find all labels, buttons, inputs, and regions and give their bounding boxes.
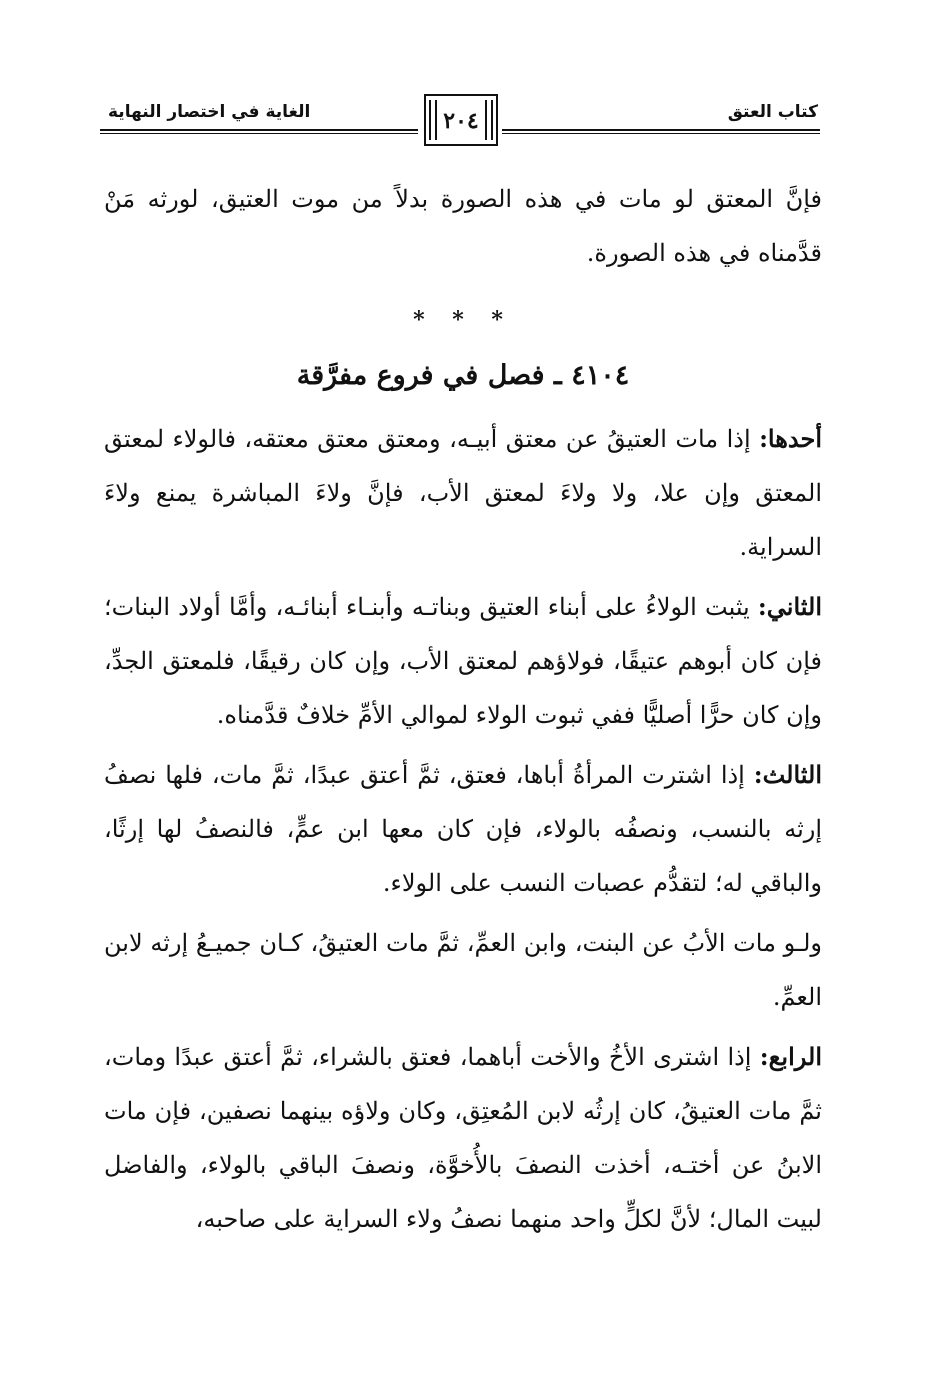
header-rule-right-thin xyxy=(502,133,820,134)
header-rule-right xyxy=(502,129,820,131)
page-header xyxy=(100,92,820,154)
header-rule-left-thin xyxy=(100,133,418,134)
paragraph-lead: أحدها: xyxy=(759,424,822,453)
running-chapter-title: كتاب العتق xyxy=(727,102,818,122)
page-number-frame xyxy=(424,94,498,146)
section-separator: * * * xyxy=(413,307,513,333)
paragraph-text: ولـو مات الأبُ عن البنت، وابن العمِّ، ثمَّ مات العتيقُ، كـان جميـعُ إرثه لابن العمِّ. xyxy=(104,929,822,1011)
page-body xyxy=(104,172,822,1252)
paragraph-fourth xyxy=(104,1030,822,1246)
continuation-paragraph: فإنَّ المعتق لو مات في هذه الصورة بدلاً من موت العتيق، لورثه مَنْ قدَّمناه في هذه الصورة. xyxy=(104,185,822,267)
paragraph-first xyxy=(104,412,822,574)
paragraph-lead: الثالث: xyxy=(753,760,822,789)
section-heading: ٤١٠٤ ـ فصل في فروع مفرَّقة xyxy=(296,360,630,391)
paragraph-lead: الرابع: xyxy=(759,1042,822,1071)
paragraph-third xyxy=(104,748,822,910)
running-book-title: الغاية في اختصار النهاية xyxy=(108,102,311,122)
paragraph-text: إذا اشترت المرأةُ أباها، فعتق، ثمَّ أعتق عبدًا، ثمَّ مات، فلها نصفُ إرثه بالنسب، ونصفُه بالولاء، فإن كان معها ابن عمٍّ، فالنصفُ لها إرثًا، والباقي له؛ لتقدُّم عصبات النسب على الولاء. xyxy=(104,761,823,897)
page-number: ٢٠٤ xyxy=(443,108,479,134)
paragraph-third-continued xyxy=(104,916,822,1024)
paragraph-text: يثبت الولاءُ على أبناء العتيق وبناتـه وأبنـاء أبنائـه، وأمَّا أولاد البنات؛ فإن كان أبوهم عتيقًا، فولاؤهم لمعتق الأب، وإن كان رقيقًا، فلمعتق الجدِّ، وإن كان حرًّا أصليًّا ففي ثبوت الولاء لموالي الأمِّ خلافٌ قدَّمناه. xyxy=(104,593,822,729)
paragraph-lead: الثاني: xyxy=(757,592,822,621)
header-rule-left xyxy=(100,129,418,131)
paragraph-text: إذا اشترى الأخُ والأخت أباهما، فعتق بالشراء، ثمَّ أعتق عبدًا ومات، ثمَّ مات العتيقُ، كان إرثُه لابن المُعتِق، وكان ولاؤه بينهما نصفين، فإن مات الابنُ عن أختـه، أخذت النصفَ بالأُخوَّة، ونصفَ الباقي بالولاء، والفاضل لبيت المال؛ لأنَّ لكلٍّ واحد منهما نصفُ ولاء السراية على صاحبه، xyxy=(104,1043,822,1233)
paragraph-second xyxy=(104,580,822,742)
paragraph-text: إذا مات العتيقُ عن معتق أبيـه، ومعتق معتق معتقه، فالولاء لمعتق المعتق وإن علا، ولا ولاءَ لمعتق الأب، فإنَّ ولاءَ المباشرة يمنع ولاءَ السراية. xyxy=(104,425,822,561)
